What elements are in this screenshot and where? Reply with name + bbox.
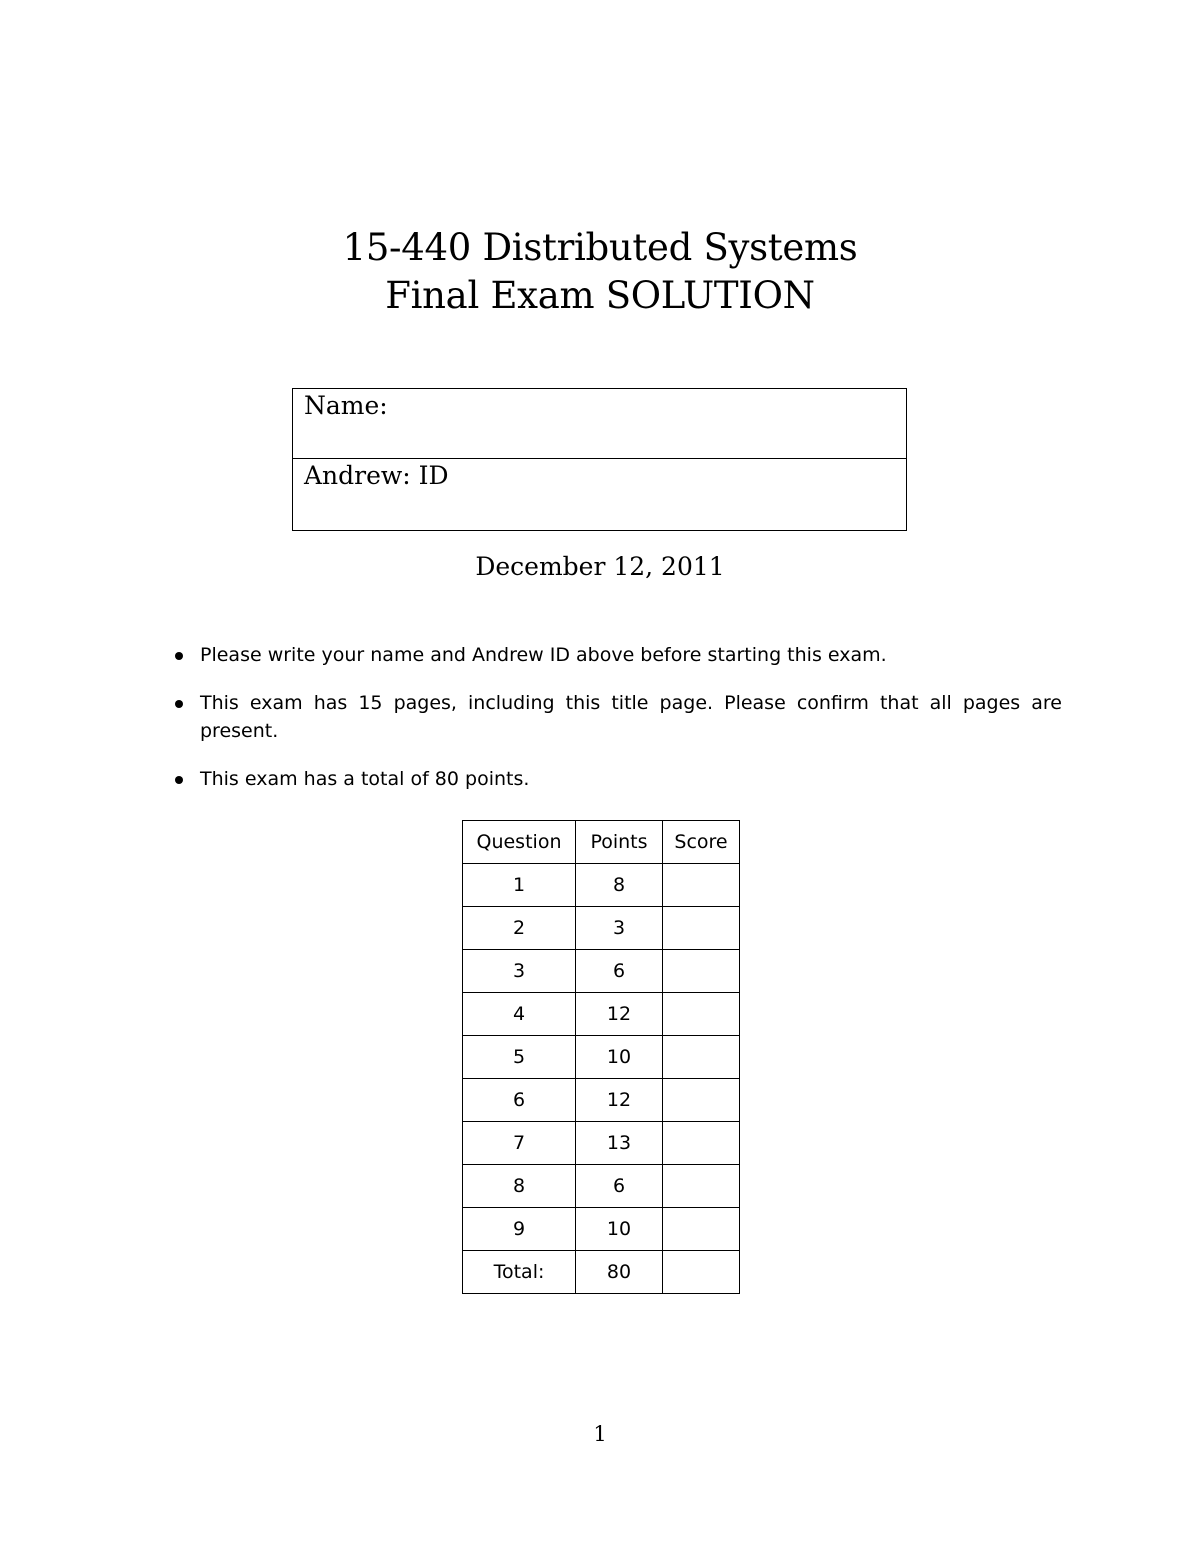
- question-cell: 7: [463, 1122, 576, 1165]
- table-row: [463, 1208, 740, 1251]
- total-row: [463, 1251, 740, 1294]
- course-title: 15-440 Distributed Systems: [342, 226, 858, 269]
- score-cell[interactable]: [663, 1036, 740, 1079]
- bullet-icon: [175, 700, 183, 708]
- bullet-icon: [175, 652, 183, 660]
- exam-title: Final Exam SOLUTION: [385, 274, 815, 317]
- instruction-item: [170, 765, 1062, 793]
- instruction-text: This exam has a total of 80 points.: [200, 768, 530, 790]
- score-table: [462, 820, 740, 1294]
- score-cell[interactable]: [663, 993, 740, 1036]
- instruction-item: [170, 641, 1062, 669]
- andrew-id-field[interactable]: [293, 459, 906, 529]
- header-score: Score: [663, 821, 740, 864]
- question-cell: 8: [463, 1165, 576, 1208]
- score-cell[interactable]: [663, 950, 740, 993]
- points-cell: 3: [576, 907, 663, 950]
- question-cell: 3: [463, 950, 576, 993]
- score-cell[interactable]: [663, 864, 740, 907]
- instruction-item: [170, 689, 1062, 745]
- question-cell: 9: [463, 1208, 576, 1251]
- table-row: [463, 907, 740, 950]
- table-row: [463, 1036, 740, 1079]
- points-cell: 8: [576, 864, 663, 907]
- question-cell: 6: [463, 1079, 576, 1122]
- total-points-cell: 80: [576, 1251, 663, 1294]
- question-cell: 1: [463, 864, 576, 907]
- student-id-box: [292, 388, 907, 531]
- name-field[interactable]: [293, 389, 906, 459]
- total-label-cell: Total:: [463, 1251, 576, 1294]
- points-cell: 6: [576, 1165, 663, 1208]
- exam-date: December 12, 2011: [475, 552, 725, 581]
- table-row: [463, 1079, 740, 1122]
- page-number: 1: [593, 1422, 607, 1446]
- instruction-text: Please write your name and Andrew ID above before starting this exam.: [200, 644, 887, 666]
- points-cell: 10: [576, 1036, 663, 1079]
- score-cell[interactable]: [663, 1079, 740, 1122]
- instruction-text: This exam has 15 pages, including this title page. Please confirm that all pages are present.: [200, 692, 1062, 742]
- table-row: [463, 1122, 740, 1165]
- table-row: [463, 864, 740, 907]
- header-points: Points: [576, 821, 663, 864]
- points-cell: 10: [576, 1208, 663, 1251]
- score-cell[interactable]: [663, 1165, 740, 1208]
- points-cell: 13: [576, 1122, 663, 1165]
- points-cell: 12: [576, 993, 663, 1036]
- points-cell: 6: [576, 950, 663, 993]
- question-cell: 4: [463, 993, 576, 1036]
- table-row: [463, 1165, 740, 1208]
- question-cell: 5: [463, 1036, 576, 1079]
- score-cell[interactable]: [663, 1122, 740, 1165]
- table-row: [463, 950, 740, 993]
- total-score-cell[interactable]: [663, 1251, 740, 1294]
- score-table-header: [463, 821, 740, 864]
- name-label: Name:: [304, 391, 388, 420]
- points-cell: 12: [576, 1079, 663, 1122]
- score-cell[interactable]: [663, 907, 740, 950]
- header-question: Question: [463, 821, 576, 864]
- table-row: [463, 993, 740, 1036]
- andrew-id-label: Andrew: ID: [304, 461, 449, 490]
- instruction-list: [170, 641, 1062, 813]
- bullet-icon: [175, 776, 183, 784]
- question-cell: 2: [463, 907, 576, 950]
- score-cell[interactable]: [663, 1208, 740, 1251]
